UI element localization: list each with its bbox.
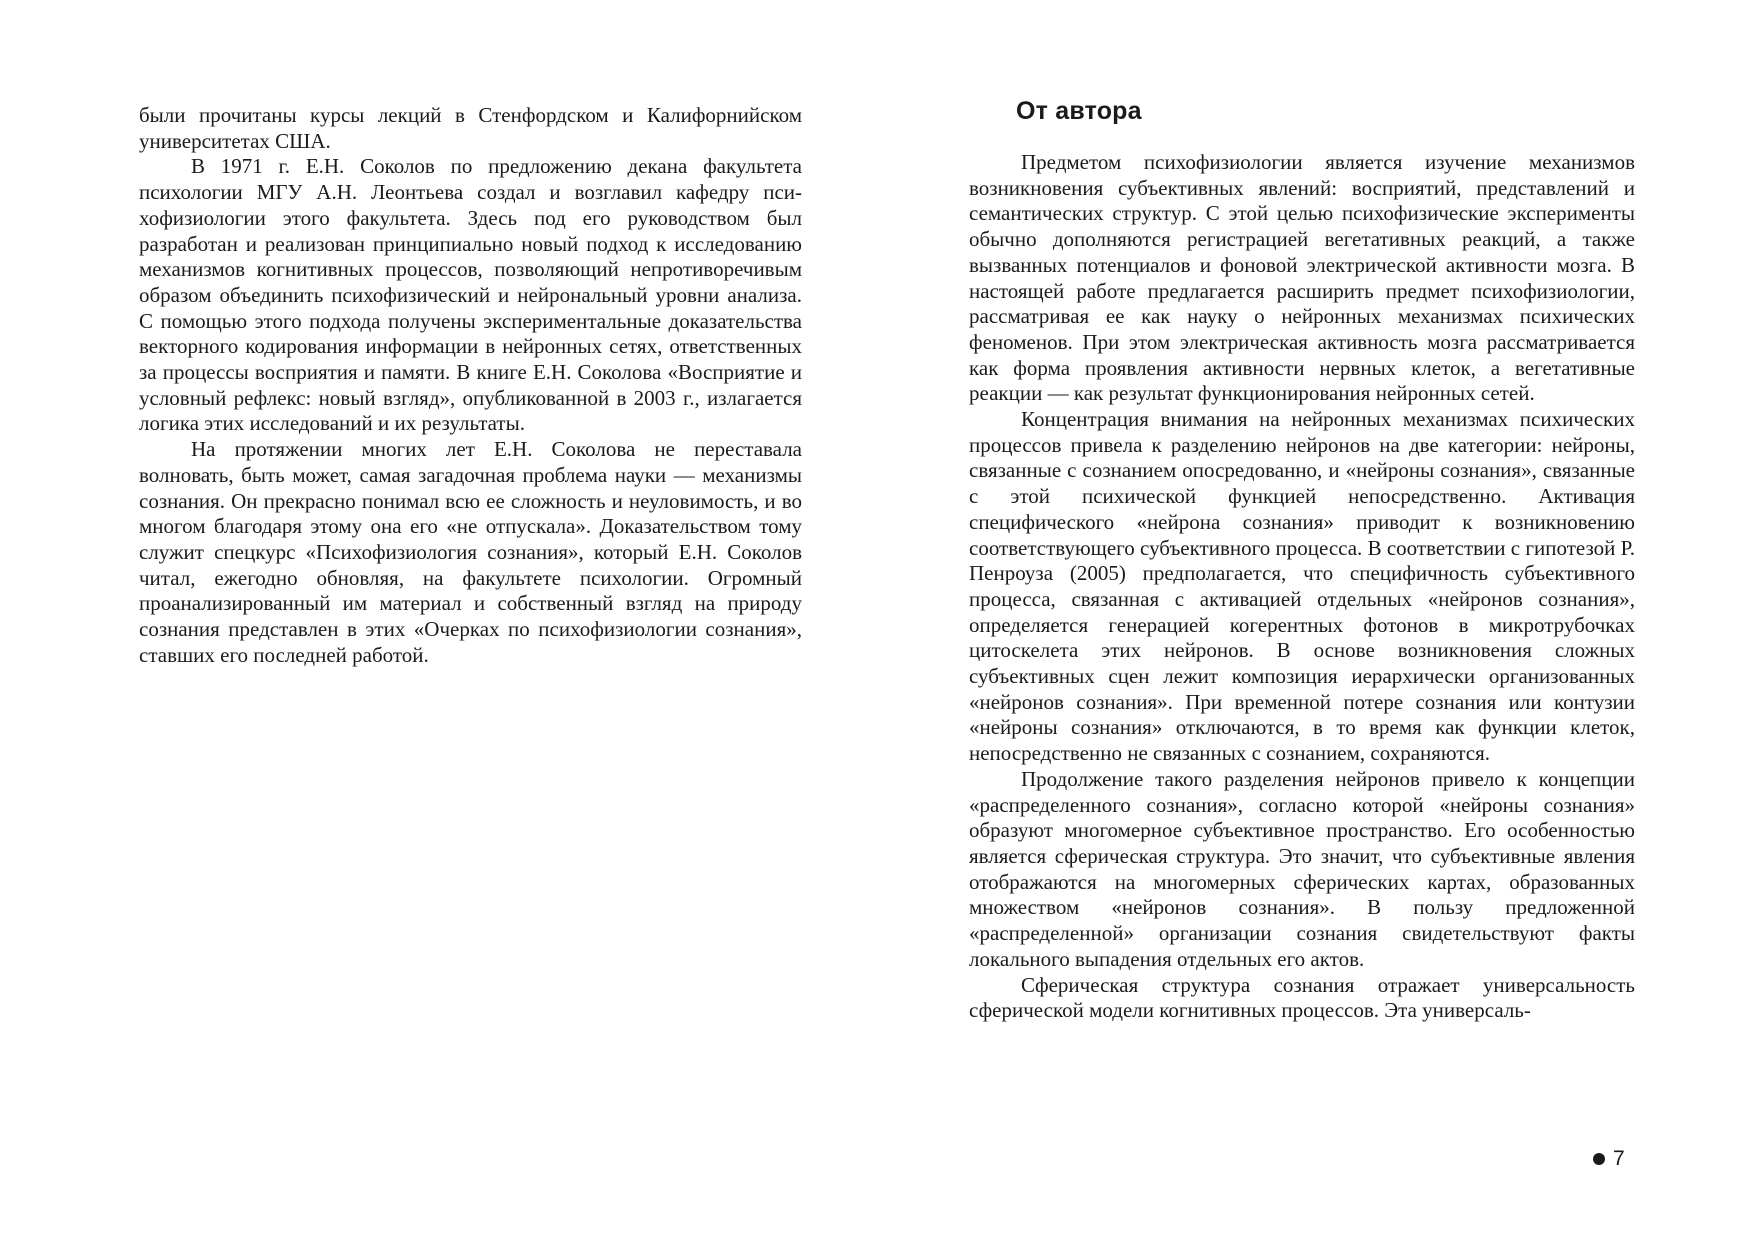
- section-heading: От автора: [1016, 97, 1142, 125]
- left-paragraph-3: На протяжении многих лет Е.Н. Соколова не переставала волновать, быть может, самая загадочная проблема науки — механизмы сознания. Он прекрасно понимал всю ее сложность и неуловимость, и во многом благодаря этому она его «не отпускала». Доказательством тому служит спецкурс «Психофизиология сознания», который Е.Н. Соколов читал, ежегодно обновляя, на факультете психологии. Огромный проанализированный им материал и собственный взгляд на природу сознания представлен в этих «Очерках по психофизиологии сознания», ставших его последней работой.: [139, 437, 802, 667]
- bullet-dot-icon: [1593, 1153, 1605, 1165]
- right-paragraph-4: Сферическая структура сознания отражает универсальность сферической модели когнитивных процессов. Эта универсаль-: [969, 972, 1635, 1023]
- page-folio: [1593, 1146, 1625, 1172]
- left-paragraph-2: В 1971 г. Е.Н. Соколов по предложению декана факультета психологии МГУ А.Н. Леонтьева создал и возглавил кафедру психофизиологии этого факультета. Здесь под его руководством был разработан и реализован принципиально новый подход к исследованию механизмов когнитивных процессов, позволяющий непротиворечивым образом объединить психофизический и нейрональный уровни анализа. С помощью этого подхода получены экспериментальные доказательства векторного кодирования информации в нейронных сетях, ответственных за процессы восприятия и памяти. В книге Е.Н. Соколова «Восприятие и условный рефлекс: новый взгляд», опубликованной в 2003 г., излагается логика этих исследований и их результаты.: [139, 154, 802, 436]
- right-page-text-column: [969, 150, 1635, 1024]
- right-paragraph-1: Предметом психофизиологии является изучение механизмов возникновения субъективных явлений: восприятий, представлений и семантических структур. С этой целью психофизические эксперименты обычно дополняются регистрацией вегетативных реакций, а также вызванных потенциалов и фоновой электрической активности мозга. В настоящей работе предлагается расширить предмет психофизиологии, рассматривая ее как науку о нейронных механизмах психических феноменов. При этом электрическая активность мозга рассматривается как форма проявления активности нервных клеток, а вегетативные реакции — как результат функционирования нейронных сетей.: [969, 150, 1635, 406]
- page-number: 7: [1613, 1147, 1625, 1170]
- left-page-text-column: [139, 103, 802, 668]
- right-paragraph-2: Концентрация внимания на нейронных механизмах психических процессов привела к разделению нейронов на две категории: нейроны, связанные с сознанием опосредованно, и «нейроны сознания», связанные с этой психической функцией непосредственно. Активация специфического «нейрона сознания» приводит к возникновению соответствующего субъективного процесса. В соответствии с гипотезой Р. Пенроуза (2005) предполагается, что специфичность субъективного процесса, связанная с активацией отдельных «нейронов сознания», определяется генерацией когерентных фотонов в микротрубочках цитоскелета этих нейронов. В основе возникновения сложных субъективных сцен лежит композиция иерархически организованных «нейронов сознания». При временной потере сознания или контузии «нейроны сознания» отключаются, в то время как функции клеток, непосредственно не связанных с сознанием, сохраняются.: [969, 407, 1635, 766]
- right-page: [877, 0, 1754, 1240]
- right-paragraph-3: Продолжение такого разделения нейронов привело к концепции «распределенного сознания», согласно которой «нейроны сознания» образуют многомерное субъективное пространство. Его особенностью является сферическая структура. Это значит, что субъективные явления отображаются на многомерных сферических картах, образованных множеством «нейронов сознания». В пользу предложенной «распределенной» организации сознания свидетельствуют факты локального выпадения отдельных его актов.: [969, 766, 1635, 971]
- left-paragraph-1: были прочитаны курсы лекций в Стенфордском и Калифорнийском университетах США.: [139, 103, 802, 153]
